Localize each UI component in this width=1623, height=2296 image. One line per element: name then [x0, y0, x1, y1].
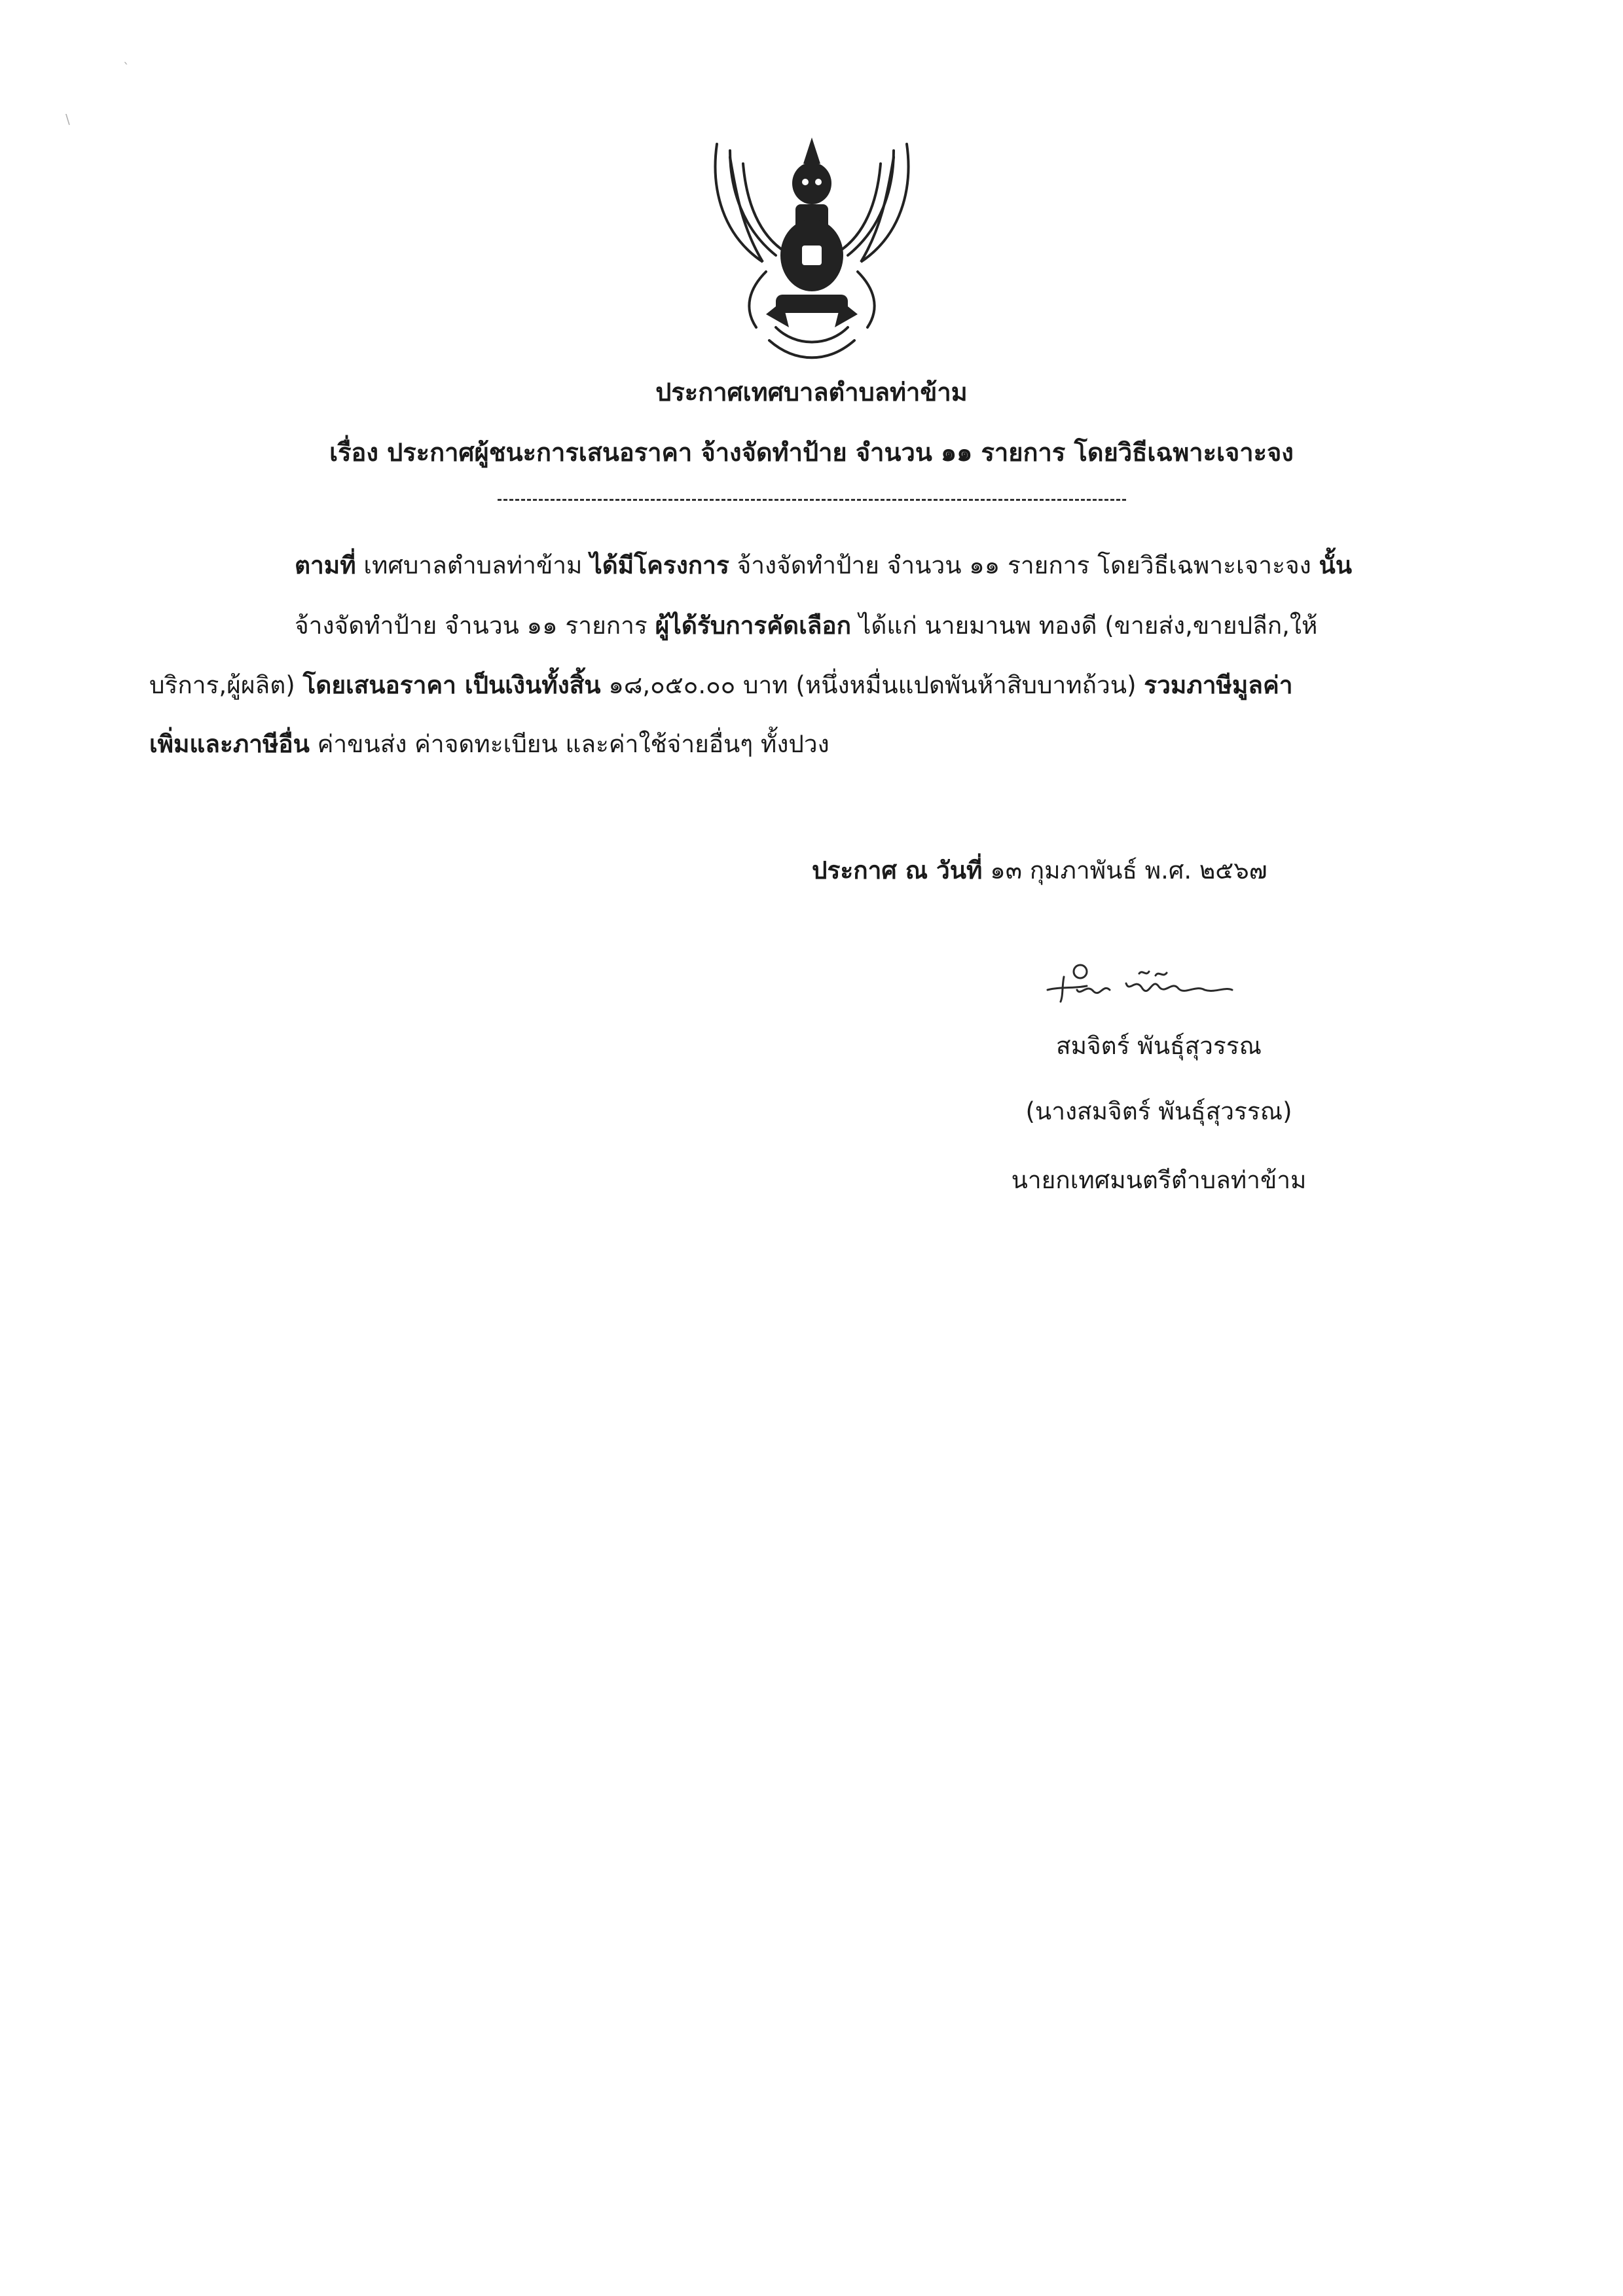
body-text-bold: โดยเสนอราคา เป็นเงินทั้งสิ้น [302, 671, 601, 699]
body-text: ได้แก่ นายมานพ ทองดี (ขายส่ง,ขายปลีก,ให้ [851, 611, 1318, 640]
body-text-bold: ตามที่ [295, 551, 356, 579]
signatory-full-name: (นางสมจิตร์ พันธุ์สุวรรณ) [1025, 1097, 1292, 1125]
document-subject: เรื่อง ประกาศผู้ชนะการเสนอราคา จ้างจัดทำป้าย จำนวน ๑๑ รายการ โดยวิธีเฉพาะเจาะจง [329, 438, 1294, 467]
body-text: เทศบาลตำบลท่าข้าม [356, 551, 591, 579]
signatory-name: สมจิตร์ พันธุ์สุวรรณ [1055, 1032, 1262, 1060]
body-text: บริการ,ผู้ผลิต) [149, 671, 303, 699]
body-text-bold: เพิ่มและภาษีอื่น [149, 730, 310, 758]
handwritten-signature [1041, 957, 1237, 1010]
body-paragraph-line [149, 732, 830, 756]
body-text-bold: ผู้ได้รับการคัดเลือก [655, 611, 852, 640]
scan-speck: \ [65, 111, 70, 127]
body-paragraph-line [149, 673, 1292, 697]
body-paragraph-line [295, 613, 1317, 638]
scan-speck: ˋ [123, 60, 130, 76]
body-text: ๑๘,๐๕๐.๐๐ บาท (หนึ่งหมื่นแปดพันห้าสิบบาทถ้วน) [600, 671, 1144, 699]
document-title: ประกาศเทศบาลตำบลท่าข้าม [655, 378, 968, 407]
body-text-bold: รวมภาษีมูลค่า [1144, 671, 1293, 699]
body-text-bold: ได้มีโครงการ [590, 551, 729, 579]
announcement-date [812, 851, 1267, 890]
date-label: ประกาศ ณ วันที่ [812, 856, 983, 884]
garuda-emblem [704, 131, 920, 367]
date-value: ๑๓ กุมภาพันธ์ พ.ศ. ๒๕๖๗ [982, 856, 1267, 884]
body-text: ค่าขนส่ง ค่าจดทะเบียน และค่าใช้จ่ายอื่นๆ ทั้งปวง [309, 730, 830, 758]
body-text-bold: นั้น [1319, 551, 1353, 579]
body-paragraph-line [295, 553, 1352, 577]
separator-line [498, 499, 1126, 501]
body-text: จ้างจัดทำป้าย จำนวน ๑๑ รายการ [295, 611, 655, 640]
body-text: จ้างจัดทำป้าย จำนวน ๑๑ รายการ โดยวิธีเฉพาะเจาะจง [729, 551, 1319, 579]
signatory-position: นายกเทศมนตรีตำบลท่าข้าม [1011, 1166, 1307, 1194]
